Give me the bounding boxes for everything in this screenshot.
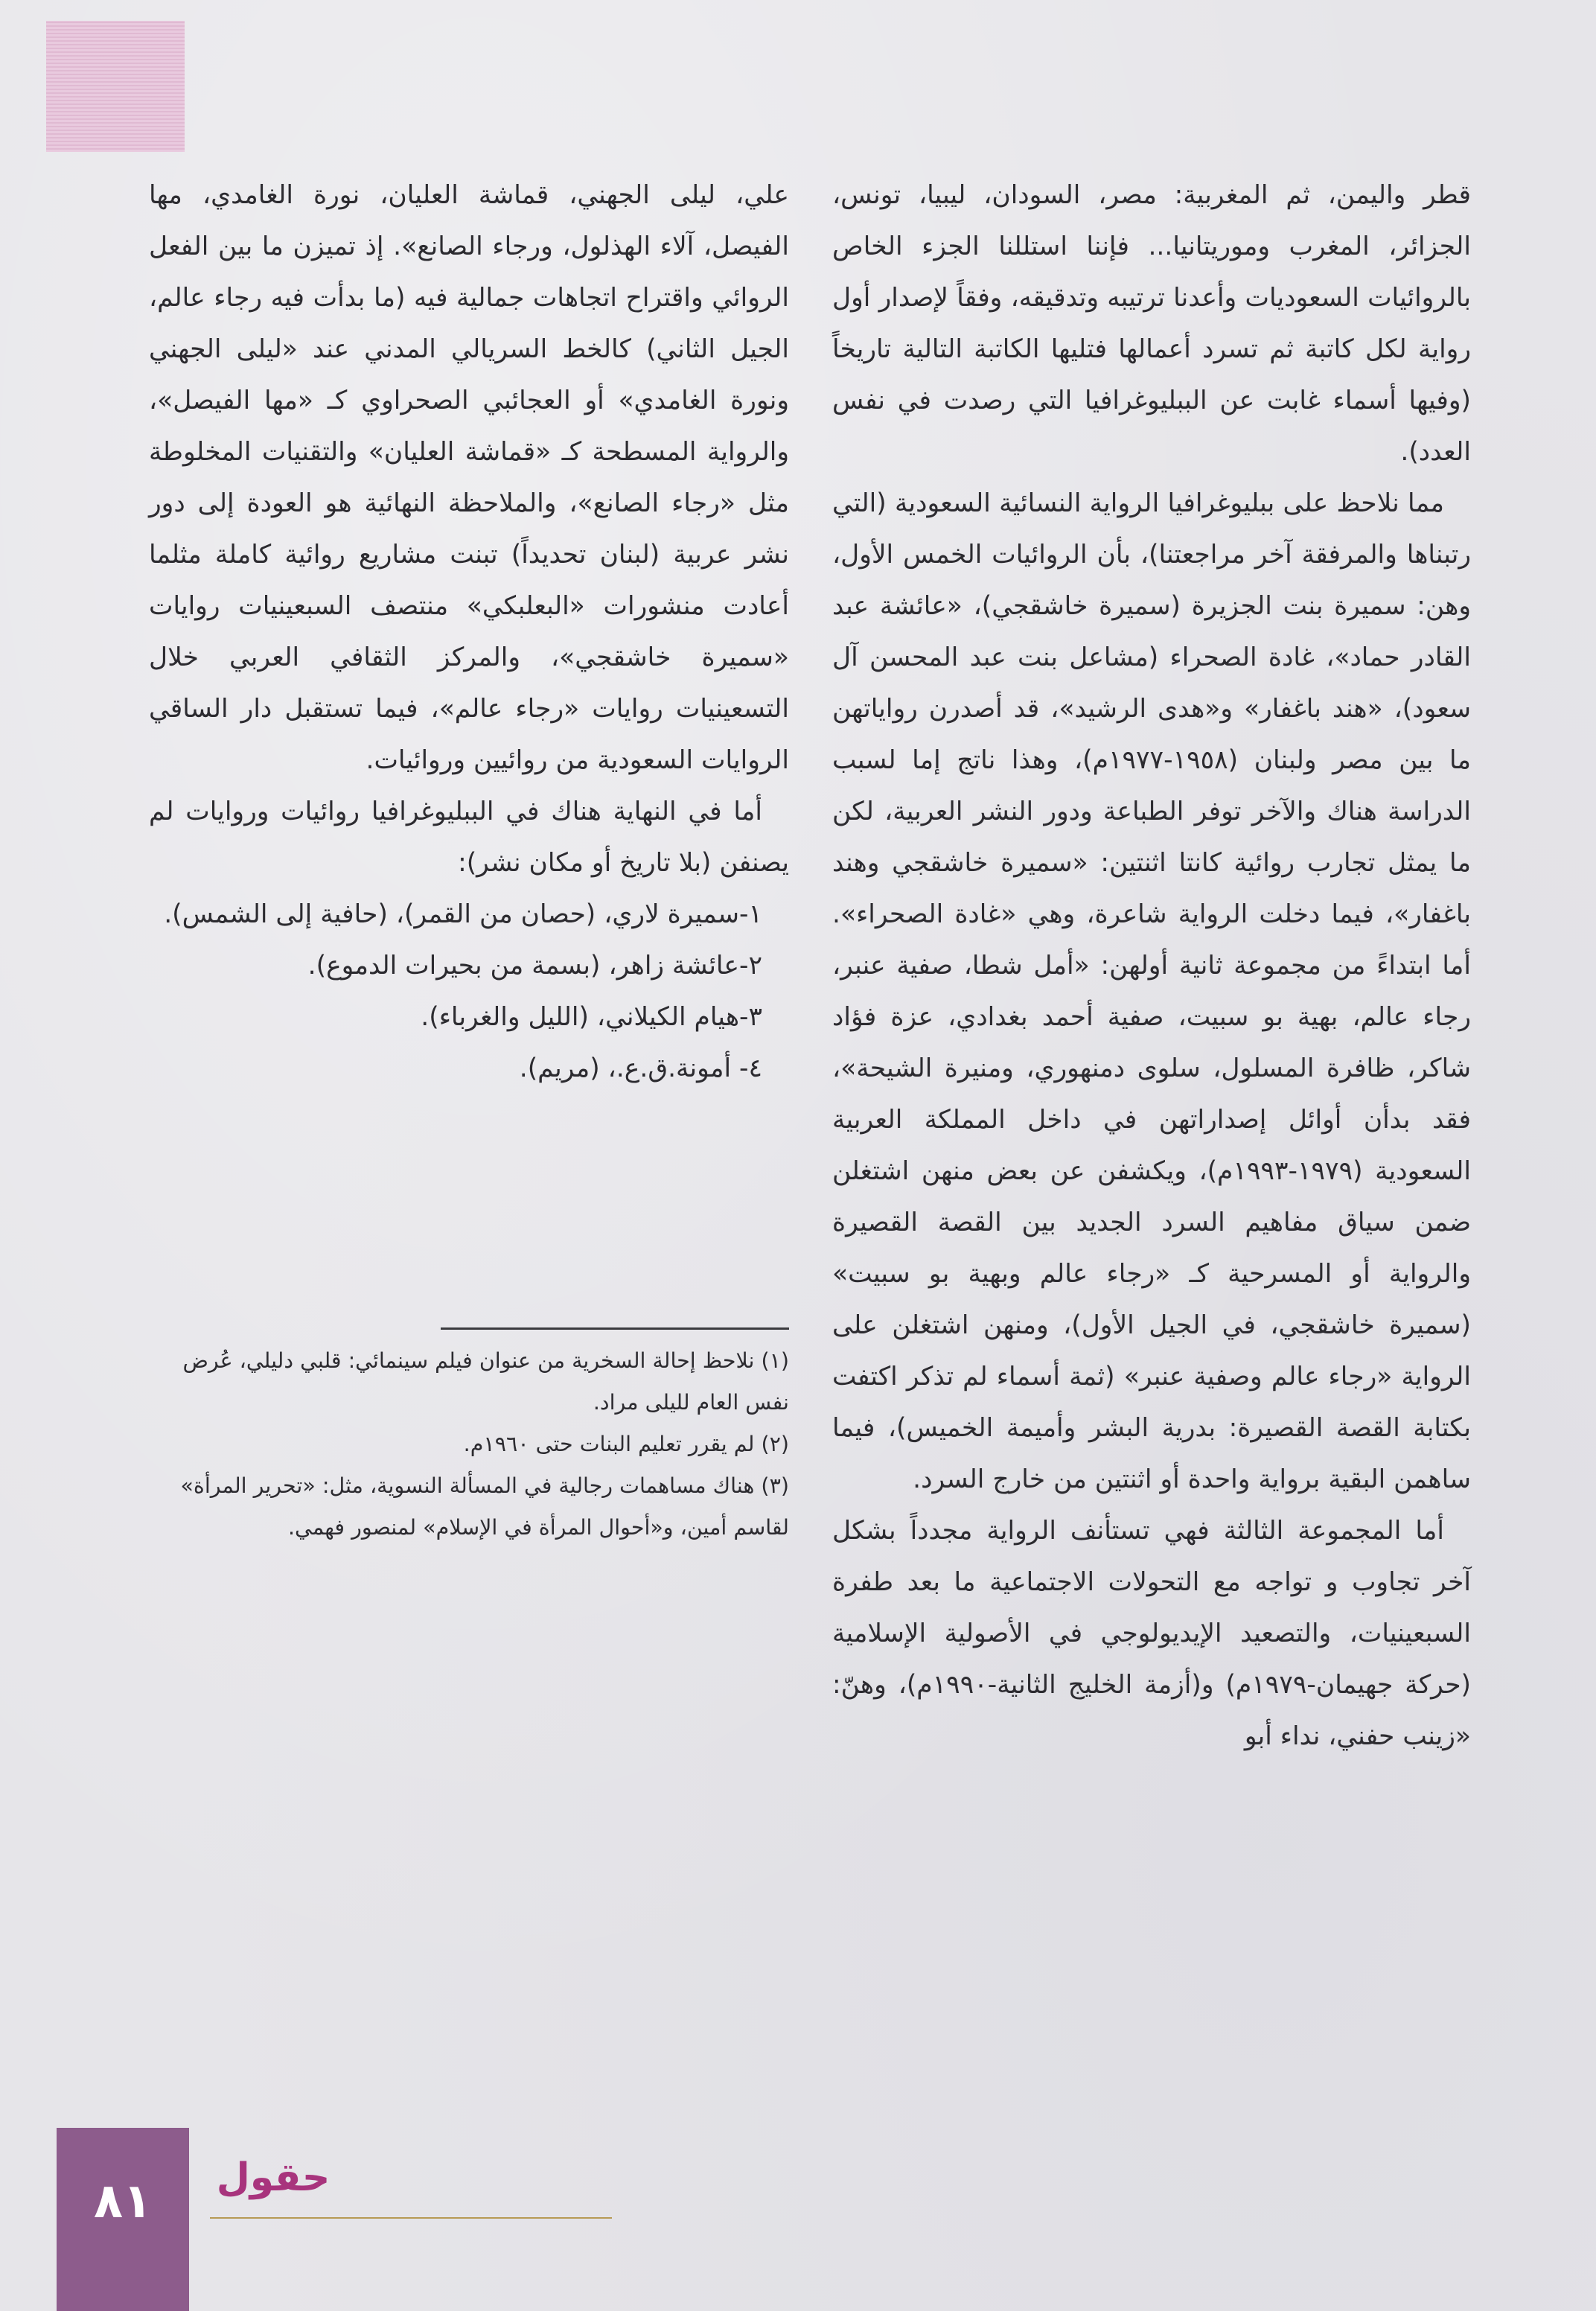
list-item: ٣-هيام الكيلاني، (الليل والغرباء). (421, 1002, 762, 1032)
paragraph: أما في النهاية هناك في الببليوغرافيا روائيات وروايات لم يصنفن (بلا تاريخ أو مكان نشر): (149, 797, 789, 878)
list-item: ٤- أمونة.ق.ع.، (مريم). (519, 1054, 762, 1083)
footnote: (٣) هناك مساهمات رجالية في المسألة النسوية، مثل: «تحرير المرأة» لقاسم أمين، و«أحوال المرأة في الإسلام» لمنصور فهمي. (180, 1473, 789, 1540)
paragraph: أما المجموعة الثالثة فهي تستأنف الرواية مجدداً بشكل آخر تجاوب و تواجه مع التحولات الاجتماعية ما بعد طفرة السبعينيات، والتصعيد الإيديولوجي في الأصولية الإسلامية (حركة جهيمان-١٩٧٩م) و(أزمة الخليج الثانية-١٩٩٠م)، وهنّ: «زينب حفني، نداء أبو (832, 1516, 1471, 1751)
footnotes (149, 1340, 789, 1549)
list-item: ٢-عائشة زاهر، (بسمة من بحيرات الدموع). (307, 951, 762, 981)
paragraph: علي، ليلى الجهني، قماشة العليان، نورة الغامدي، مها الفيصل، آلاء الهذلول، ورجاء الصانع». إذ تميزن ما بين الفعل الروائي واقتراح اتجاهات جمالية فيه (ما بدأت فيه رجاء عالم، الجيل الثاني) كالخط السريالي المدني عند «ليلى الجهني ونورة الغامدي» أو العجائبي الصحراوي كـ «مها الفيصل»، والرواية المسطحة كـ «قماشة العليان» والتقنيات المخلوطة مثل «رجاء الصانع»، والملاحظة النهائية هو العودة إلى دور نشر عربية (لبنان تحديداً) تبنت مشاريع روائية كاملة مثلما أعادت منشورات «البعلبكي» منتصف السبعينيات روايات «سميرة خاشقجي»، والمركز الثقافي العربي خلال التسعينيات روايات «رجاء عالم»، فيما تستقبل دار الساقي الروايات السعودية من روائيين وروائيات. (149, 180, 789, 775)
page-number: ٨١ (93, 2174, 153, 2229)
footnote: (١) نلاحظ إحالة السخرية من عنوان فيلم سينمائي: قلبي دليلي، عُرض نفس العام لليلى مراد. (182, 1348, 789, 1415)
logo-underline (210, 2217, 612, 2219)
footnote-divider (441, 1327, 789, 1330)
left-text-column (149, 170, 789, 1094)
magazine-logo-text: حقول (216, 2155, 331, 2200)
page-number-box (57, 2128, 189, 2311)
magazine-logo (210, 2147, 336, 2207)
decorative-color-swatch (46, 21, 185, 152)
footnote: (٢) لم يقرر تعليم البنات حتى ١٩٦٠م. (463, 1432, 789, 1456)
list-item: ١-سميرة لاري، (حصان من القمر)، (حافية إلى الشمس). (164, 899, 762, 929)
right-text-column (832, 170, 1471, 1762)
paragraph: قطر واليمن، ثم المغربية: مصر، السودان، ليبيا، تونس، الجزائر، المغرب وموريتانيا... فإننا استللنا الجزء الخاص بالروائيات السعوديات وأعدنا ترتيبه وتدقيقه، وفقاً لإصدار أول رواية لكل كاتبة ثم تسرد أعمالها فتليها الكاتبة التالية تاريخاً (وفيها أسماء غابت عن الببليوغرافيا التي رصدت في نفس العدد). (832, 180, 1471, 467)
paragraph: مما نلاحظ على ببليوغرافيا الرواية النسائية السعودية (التي رتبناها والمرفقة آخر مراجعتنا)، بأن الروائيات الخمس الأول، وهن: سميرة بنت الجزيرة (سميرة خاشقجي)، «عائشة عبد القادر حماد»، غادة الصحراء (مشاعل بنت عبد المحسن آل سعود)، «هند باغفار» و«هدى الرشيد»، قد أصدرن رواياتهن ما بين مصر ولبنان (١٩٥٨-١٩٧٧م)، وهذا ناتج إما لسبب الدراسة هناك والآخر توفر الطباعة ودور النشر العربية، لكن ما يمثل تجارب روائية كانتا اثنتين: «سميرة خاشقجي وهند باغفار»، فيما دخلت الرواية شاعرة، وهي «غادة الصحراء». أما ابتداءً من مجموعة ثانية أولهن: «أمل شطا، صفية عنبر، رجاء عالم، بهية بو سبيت، صفية أحمد بغدادي، عزة فؤاد شاكر، ظافرة المسلول، سلوى دمنهوري، ومنيرة الشيحة»، فقد بدأن أوائل إصداراتهن في داخل المملكة العربية السعودية (١٩٧٩-١٩٩٣م)، ويكشفن عن بعض منهن اشتغلن ضمن سياق مفاهيم السرد الجديد بين القصة القصيرة والرواية أو المسرحية كـ «رجاء عالم وبهية بو سبيت» (سميرة خاشقجي، في الجيل الأول)، ومنهن اشتغلن على الرواية «رجاء عالم وصفية عنبر» (ثمة أسماء لم تذكر اكتفت بكتابة القصة القصيرة: بدرية البشر وأميمة الخميس)، فيما ساهمن البقية برواية واحدة أو اثنتين من خارج السرد. (832, 488, 1471, 1494)
